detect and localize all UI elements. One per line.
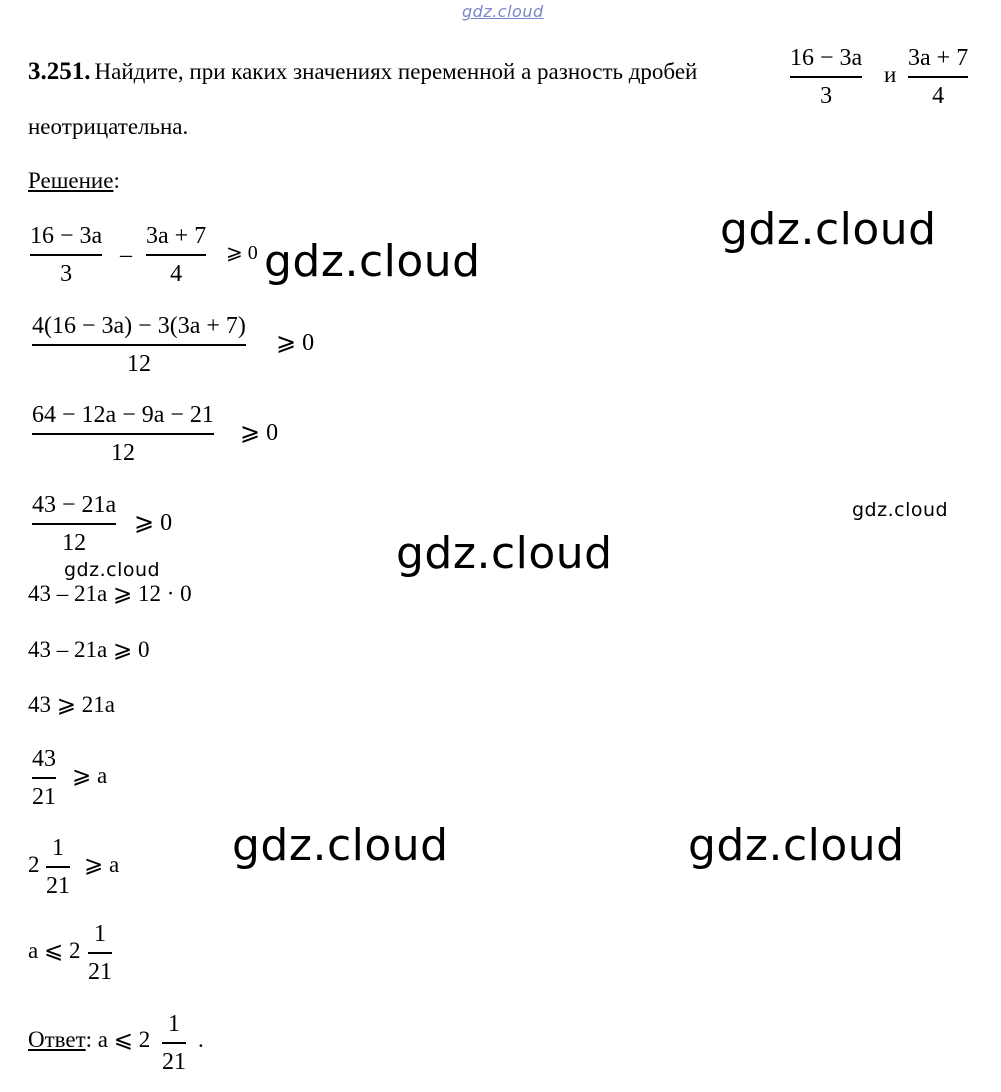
fraction-numerator: 16 − 3a	[30, 223, 103, 249]
step4-fraction	[32, 493, 116, 555]
fraction-numerator: 64 − 12a − 9a − 21	[32, 402, 214, 428]
fraction-numerator: 4(16 − 3a) − 3(3a + 7)	[32, 313, 246, 339]
watermark: gdz.cloud	[720, 204, 937, 255]
step8-relation: ⩾ a	[72, 763, 108, 788]
problem-conjunction: и	[884, 62, 897, 87]
fraction-denominator: 12	[126, 350, 151, 377]
fraction-denominator: 3	[60, 260, 73, 287]
watermark: gdz.cloud	[232, 820, 449, 871]
step10-fraction	[88, 922, 112, 984]
fraction-bar	[908, 76, 968, 78]
watermark: gdz.cloud	[64, 559, 161, 581]
solution-label: Решение	[28, 168, 114, 193]
fraction-bar	[30, 254, 102, 256]
step9-relation: ⩾ a	[84, 852, 120, 877]
fraction-denominator: 12	[62, 529, 87, 556]
fraction-numerator: 1	[168, 1011, 180, 1037]
fraction-bar	[790, 76, 862, 78]
step2-fraction	[32, 314, 246, 376]
fraction-denominator: 4	[932, 82, 945, 109]
fraction-bar	[162, 1042, 186, 1044]
fraction-denominator: 3	[820, 82, 833, 109]
fraction-bar	[32, 433, 214, 435]
fraction-denominator: 21	[46, 872, 70, 899]
fraction-bar	[46, 866, 70, 868]
problem-fraction-2	[908, 46, 968, 108]
answer-lhs: a ⩽ 2	[97, 1027, 151, 1052]
step1-fraction-1	[30, 224, 102, 286]
fraction-numerator: 3a + 7	[146, 223, 207, 249]
problem-fraction-1	[790, 46, 862, 108]
step7-inequality: 43 ⩾ 21a	[28, 692, 115, 717]
step3-relation: ⩾ 0	[240, 420, 279, 446]
problem-number: 3.251.	[28, 58, 91, 85]
fraction-numerator: 1	[52, 835, 64, 861]
step4-relation: ⩾ 0	[134, 510, 173, 536]
step8-fraction	[32, 747, 56, 809]
problem-text-continued: неотрицательна.	[28, 114, 189, 139]
step2-relation: ⩾ 0	[276, 330, 315, 356]
answer-label: Ответ	[28, 1027, 86, 1052]
step5-inequality: 43 – 21a ⩾ 12 · 0	[28, 581, 192, 606]
step9-whole: 2	[28, 852, 40, 877]
answer-fraction	[162, 1012, 186, 1074]
step1-operator: –	[120, 242, 132, 268]
fraction-denominator: 21	[88, 958, 112, 985]
answer-period: .	[198, 1027, 204, 1052]
step9-fraction	[46, 836, 70, 898]
step3-fraction	[32, 403, 214, 465]
problem-statement	[28, 58, 697, 86]
fraction-bar	[146, 254, 206, 256]
fraction-denominator: 4	[170, 260, 183, 287]
top-watermark: gdz.cloud	[462, 2, 544, 21]
step1-fraction-2	[146, 224, 206, 286]
watermark: gdz.cloud	[852, 499, 949, 521]
solution-heading	[28, 168, 120, 194]
fraction-bar	[32, 777, 56, 779]
step1-relation: ⩾ 0	[226, 242, 258, 264]
step6-inequality: 43 – 21a ⩾ 0	[28, 637, 150, 662]
fraction-numerator: 3a + 7	[908, 45, 969, 71]
watermark: gdz.cloud	[396, 528, 613, 579]
fraction-numerator: 43	[32, 746, 56, 772]
answer-colon: :	[85, 1027, 93, 1052]
watermark: gdz.cloud	[264, 236, 481, 287]
fraction-numerator: 43 − 21a	[32, 492, 117, 518]
step10-lhs: a ⩽ 2	[28, 938, 81, 963]
problem-text: Найдите, при каких значениях переменной a разность дробей	[94, 59, 698, 84]
fraction-numerator: 16 − 3a	[790, 45, 863, 71]
fraction-numerator: 1	[94, 921, 106, 947]
watermark: gdz.cloud	[688, 820, 905, 871]
answer-line	[28, 1027, 150, 1053]
fraction-denominator: 21	[162, 1048, 186, 1075]
fraction-denominator: 12	[110, 439, 135, 466]
fraction-bar	[32, 344, 246, 346]
fraction-denominator: 21	[32, 783, 56, 810]
fraction-bar	[88, 952, 112, 954]
solution-colon: :	[113, 168, 120, 193]
fraction-bar	[32, 523, 116, 525]
